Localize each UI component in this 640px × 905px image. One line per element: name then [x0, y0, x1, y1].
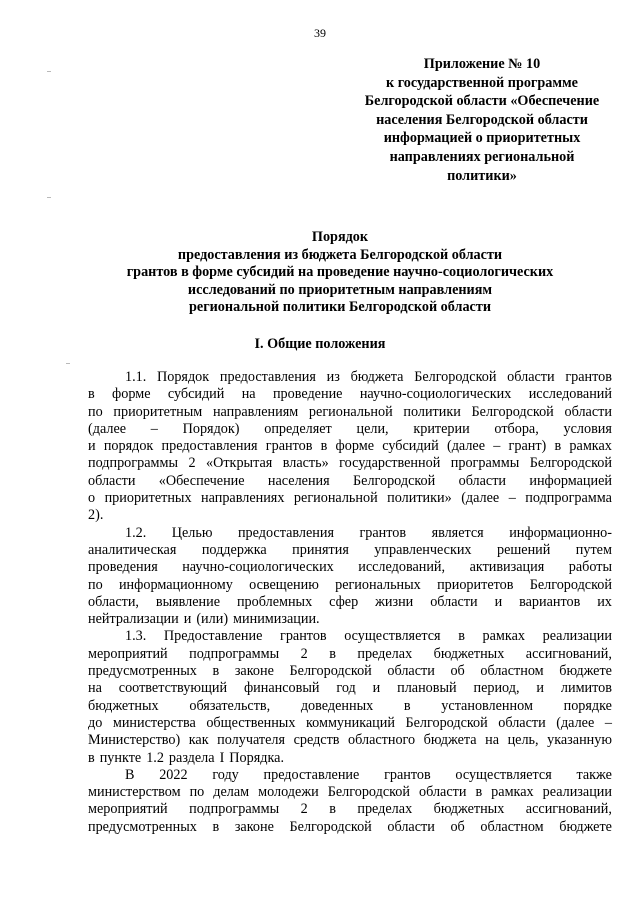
word: Целью [171, 524, 213, 541]
body-line [88, 455, 612, 472]
word: общественных [206, 714, 296, 731]
body-line [88, 819, 612, 836]
word: соответствующий [118, 680, 228, 697]
word: в [329, 801, 336, 818]
word: предоставления [161, 438, 258, 455]
word: об [450, 663, 465, 680]
word: в [88, 386, 95, 403]
body-line [88, 594, 612, 611]
title-line: грантов в форме субсидий на проведение научно-социологических [126, 264, 554, 281]
word: в [212, 818, 220, 835]
word: осуществляется [455, 766, 552, 783]
body-line [88, 473, 612, 490]
word: научно-социологических [359, 386, 512, 403]
word: Предоставление [163, 628, 263, 645]
body-line [88, 801, 612, 818]
body-line [88, 611, 612, 628]
word: региональной [293, 490, 378, 507]
word: в [403, 697, 411, 714]
word: (далее [88, 420, 127, 437]
word: плановый [397, 680, 457, 697]
word: осуществляется [344, 628, 441, 645]
word: порядок [103, 438, 154, 455]
word: пределах [357, 645, 413, 662]
word: в [458, 628, 465, 645]
word: приоритетным [113, 403, 203, 420]
word: грантов [359, 524, 407, 541]
word: 1.2. [125, 524, 147, 541]
word: форме [112, 386, 151, 403]
body-line [88, 784, 612, 801]
word: в [88, 749, 95, 766]
word: Министерство) [88, 732, 181, 749]
word: проведение [272, 386, 343, 403]
word: Белгородской [289, 818, 372, 835]
word: 2 [300, 801, 308, 818]
word: Белгородской [529, 576, 612, 593]
body-line [88, 490, 612, 507]
word: лимитов [560, 680, 612, 697]
word: приоритетных [104, 490, 192, 507]
body-line [88, 663, 612, 680]
word: субсидий [167, 386, 225, 403]
body-line [88, 421, 612, 438]
word: по [88, 403, 103, 420]
word: в [475, 784, 483, 801]
word: подпрограмма [525, 490, 612, 507]
body-line [88, 525, 612, 542]
word: бюджета [423, 732, 477, 749]
word: принятия [292, 541, 349, 558]
word: грантов [280, 628, 327, 645]
word: (далее [556, 714, 595, 731]
word: на [88, 680, 102, 697]
word: критерии [413, 420, 470, 437]
word: бюджетных [433, 645, 505, 662]
word: освещению [249, 576, 319, 593]
word: доведенных [300, 697, 374, 714]
word: законе [234, 663, 274, 680]
word: области [430, 593, 478, 610]
word: области [458, 472, 507, 489]
word: региональных [335, 576, 421, 593]
word: реализации [542, 628, 612, 645]
body-line [88, 438, 612, 455]
word: получателя [217, 732, 286, 749]
word: о [88, 490, 96, 507]
scan-mark [47, 197, 51, 198]
word: указанную [547, 732, 612, 749]
word: Белгородской [353, 472, 436, 489]
word: области [419, 784, 467, 801]
appendix-header [352, 55, 612, 185]
word: области [564, 403, 612, 420]
word: активизация [469, 559, 545, 576]
body-line [88, 559, 612, 576]
word: пределах [357, 801, 413, 818]
appendix-line: к государственной программе [386, 74, 578, 91]
word: Белгородской [289, 663, 372, 680]
word: субсидий [382, 438, 439, 455]
word: и [494, 593, 503, 610]
word: проблемных [236, 593, 313, 610]
word: Белгородской [471, 403, 554, 420]
word: обязательств, [189, 697, 271, 714]
word: политики [403, 403, 461, 420]
word: ассигнований, [525, 801, 612, 818]
word: по [189, 784, 205, 801]
word: министерства [112, 714, 196, 731]
word: 2 [300, 645, 308, 662]
word: бюджетных [433, 801, 505, 818]
word: направлениях [201, 490, 285, 507]
body-line [88, 628, 612, 645]
word: мероприятий [88, 645, 168, 662]
word: коммуникаций [305, 714, 395, 731]
word: работы [568, 559, 612, 576]
word: грантов [384, 766, 431, 783]
word: и [183, 611, 192, 628]
scan-mark [47, 71, 51, 72]
body-line [88, 715, 612, 732]
word: нейтрализации [88, 611, 179, 628]
word: минимизации. [233, 611, 320, 628]
word: грант) [508, 438, 547, 455]
word: – [150, 420, 158, 437]
word: вариантов [519, 593, 581, 610]
word: (далее [446, 438, 486, 455]
word: молодежи [258, 784, 319, 801]
word: и [88, 438, 96, 455]
word: областном [480, 818, 544, 835]
word: период, [473, 680, 520, 697]
word: в [329, 645, 336, 662]
appendix-line: направлениях региональной [389, 148, 575, 165]
word: 1.2 [146, 749, 164, 766]
word: условия [563, 420, 612, 437]
word: об [450, 818, 465, 835]
word: областном [480, 663, 544, 680]
word: предоставления [237, 524, 334, 541]
body-line [88, 646, 612, 663]
word: области [507, 369, 555, 385]
word: и [372, 680, 381, 697]
word: порядке [563, 697, 612, 714]
body-line [88, 577, 612, 594]
word: 1.3. [125, 628, 147, 645]
word: цель, [507, 732, 539, 749]
body-line [88, 732, 612, 749]
word: бюджете [559, 818, 612, 835]
word: «Обеспечение [158, 472, 245, 489]
word: 2 [188, 455, 196, 472]
word: в [554, 438, 562, 455]
word: – [604, 714, 612, 731]
word: Белгородской [529, 455, 612, 472]
body-line [88, 507, 612, 524]
appendix-line: Белгородской области «Обеспечение [364, 93, 600, 110]
word: выявление [155, 593, 221, 610]
body-line [88, 542, 612, 559]
word: областного [348, 732, 416, 749]
word: Белгородской [414, 369, 497, 385]
word: предусмотренных [88, 663, 197, 680]
word: 2). [88, 507, 104, 524]
word: средств [293, 732, 340, 749]
word: направлениям [212, 403, 299, 420]
word: также [576, 766, 612, 783]
body-line [88, 767, 612, 784]
appendix-line: Приложение № 10 [423, 56, 541, 72]
word: управленческих [374, 541, 472, 558]
word: Белгородской [327, 784, 410, 801]
word: отбора, [494, 420, 539, 437]
word: бюджета [350, 369, 404, 385]
word: (или) [196, 611, 229, 628]
word: на [485, 732, 500, 749]
section-heading: I. Общие положения [254, 336, 386, 352]
word: путем [575, 541, 612, 558]
word: Порядка. [229, 749, 284, 766]
appendix-line: информацией о приоритетных [383, 130, 581, 147]
word: области, [88, 593, 139, 610]
page-number: 39 [314, 26, 326, 40]
appendix-line: населения Белгородской области [376, 111, 588, 128]
word: подпрограммы [189, 645, 280, 662]
word: проведения [88, 559, 158, 576]
word: является [431, 524, 484, 541]
word: поддержка [201, 541, 267, 558]
word: решений [496, 541, 551, 558]
word: рамках [482, 628, 525, 645]
word: пункте [99, 749, 142, 766]
word: власть» [282, 455, 329, 472]
word: рамках [569, 438, 612, 455]
word: информационному [118, 576, 233, 593]
word: рамках [491, 784, 534, 801]
scan-mark [66, 363, 70, 364]
word: государственной [339, 455, 441, 472]
word: их [597, 593, 612, 610]
word: законе [234, 818, 274, 835]
word: сфер [329, 593, 359, 610]
word: реализации [542, 784, 612, 801]
word: форме [335, 438, 374, 455]
word: области [387, 663, 435, 680]
word: 1.1. [125, 369, 147, 385]
word: финансовый [243, 680, 320, 697]
word: региональной [308, 403, 393, 420]
word: научно-социологических [182, 559, 334, 576]
document-title [40, 229, 640, 317]
word: грантов [565, 369, 612, 385]
appendix-line: политики» [447, 167, 517, 184]
word: и [536, 680, 544, 697]
word: – [508, 490, 516, 507]
word: из [326, 369, 340, 385]
word: (далее [461, 490, 500, 507]
title-line: предоставления из бюджета Белгородской области [177, 246, 503, 263]
word: министерством [88, 784, 181, 801]
word: подпрограммы [88, 455, 178, 472]
word: подпрограммы [189, 801, 280, 818]
word: программы [450, 455, 520, 472]
word: грантов [265, 438, 313, 455]
word: политики» [387, 490, 452, 507]
word: информацией [529, 472, 612, 489]
word: мероприятий [88, 801, 168, 818]
word: Порядок) [182, 420, 240, 437]
word: Порядок [157, 369, 210, 385]
word: раздела [168, 749, 215, 766]
word: – [493, 438, 501, 455]
word: предусмотренных [88, 818, 197, 835]
word: жизни [375, 593, 414, 610]
word: области [88, 472, 136, 489]
title-line: исследований по приоритетным направлениям [187, 281, 493, 298]
word: предоставления [219, 369, 316, 385]
word: в [212, 663, 220, 680]
word: информационно- [509, 524, 612, 541]
word: приоритетов [437, 576, 514, 593]
word: на [241, 386, 256, 403]
word: 2022 [159, 766, 188, 783]
word: году [212, 766, 239, 783]
word: области [498, 714, 546, 731]
word: как [188, 732, 209, 749]
title-line: региональной политики Белгородской области [189, 299, 491, 316]
word: области [387, 818, 435, 835]
word: предоставление [263, 766, 360, 783]
body-line [88, 404, 612, 421]
word: аналитическая [88, 541, 177, 558]
word: населения [267, 472, 330, 489]
word: В [125, 766, 135, 783]
body-text [88, 369, 612, 836]
word: установленном [441, 697, 533, 714]
word: I [219, 749, 225, 766]
word: исследований, [358, 559, 446, 576]
word: по [88, 576, 103, 593]
word: до [88, 714, 103, 731]
word: определяет [264, 420, 332, 437]
body-line [88, 750, 612, 767]
word: бюджетных [88, 697, 159, 714]
word: бюджете [559, 663, 612, 680]
word: цели, [356, 420, 389, 437]
word: делам [213, 784, 250, 801]
word: в [320, 438, 328, 455]
word: Белгородской [405, 714, 488, 731]
title-line: Порядок [311, 229, 369, 245]
body-line [88, 369, 612, 386]
body-line [88, 386, 612, 403]
word: ассигнований, [525, 645, 612, 662]
word: исследований [528, 386, 612, 403]
body-line [88, 698, 612, 715]
body-line [88, 680, 612, 697]
word: год [336, 680, 356, 697]
word: «Открытая [206, 455, 273, 472]
